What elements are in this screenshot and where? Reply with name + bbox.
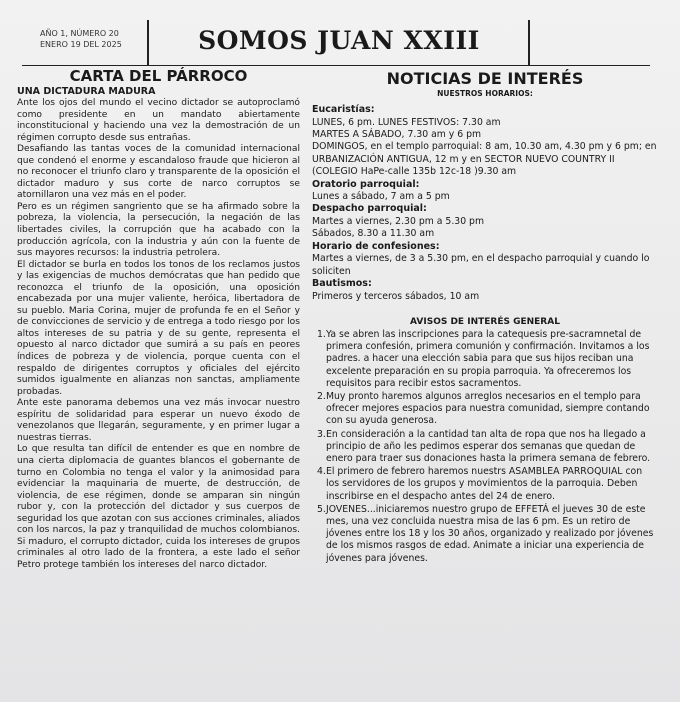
schedule-line: Martes a viernes, 2.30 pm a 5.30 pm: [312, 215, 485, 227]
header-divider-right: [528, 20, 530, 65]
notice-text: El primero de febrero haremos nuestrs ASAMBLEA PARROQUIAL con los servidores de los grupos y movimientos de la parroquia. Deben inscribirse en el despacho antes del 24 de enero.: [326, 466, 643, 502]
article-paragraph: Ante los ojos del mundo el vecino dictador se autoproclamó como presidente en un mandato abiertamente inconstitucional y haciendo una vez la demostración de un régimen corrupto desde sus entrañas.: [17, 98, 300, 143]
schedule-line: Sábados, 8.30 a 11.30 am: [312, 228, 435, 240]
parish-letter-column: [17, 67, 300, 571]
notices-list: [312, 329, 658, 565]
article-paragraph: Ante este panorama debemos una vez más invocar nuestro espíritu de solidaridad para esperar un nuevo éxodo de venezolanos que llegarán, seguramente, y en primer lugar a nuestras tierras.: [17, 398, 300, 443]
schedule-label: Despacho parroquial:: [312, 203, 427, 215]
notice-item: [312, 329, 658, 390]
schedule-label: Oratorio parroquial:: [312, 178, 420, 190]
notices-heading: AVISOS DE INTERÉS GENERAL: [410, 316, 560, 327]
schedule-line: Primeros y terceros sábados, 10 am: [312, 290, 480, 302]
news-title: NOTICIAS DE INTERÉS: [386, 69, 584, 88]
schedule-heading: NUESTROS HORARIOS:: [437, 89, 533, 98]
notice-item: [312, 429, 658, 466]
notice-item: [312, 504, 658, 565]
notice-item: [312, 391, 658, 428]
news-column: [312, 67, 658, 566]
issue-date: ENERO 19 DEL 2025: [40, 40, 122, 49]
header-divider-left: [147, 20, 149, 65]
newsletter-title: SOMOS JUAN XXIII: [198, 26, 480, 55]
schedule-line: Martes a viernes, de 3 a 5.30 pm, en el despacho parroquial y cuando lo soliciten: [312, 253, 650, 277]
schedule-label: Bautismos:: [312, 278, 372, 290]
article-paragraph: El dictador se burla en todos los tonos de los reclamos justos y las exigencias de muchos demócratas que han pedido que reconozca el triunfo de la oposición, una oposición encabezada por una mujer valiente, heróica, libertadora de su pueblo. Maria Corina, mujer de profunda fe en el Señor y de convicciones de servicio y de entrega a todo riesgo por los altos intereses de su patria y de su gente, representa el opuesto al narco dictador que sumirá a su país en peores índices de pobreza y de violencia, porque cuenta con el respaldo de dirigentes corruptos y oficiales del ejército sumidos igualmente en alianzas non sanctas, ampliamente probadas.: [17, 259, 300, 397]
schedule-line: DOMINGOS, en el templo parroquial: 8 am, 10.30 am, 4.30 pm y 6 pm; en URBANIZACIÓN ANTIGUA, 12 m y en SECTOR NUEVO COUNTRY II (COLEGIO HaPe-calle 135b 12c-18 )9.30 am: [312, 141, 657, 178]
notice-text: JOVENES...iniciaremos nuestro grupo de EFFETÁ el jueves 30 de este mes, una vez concluida nuestra misa de las 6 pm. Es un retiro de jóvenes entre los 18 y los 30 años, organizado y realizado por jóvenes de los mismos rasgos de edad. Animate a iniciar una experiencia de jóvenes para jóvenes.: [326, 503, 654, 564]
schedule-line: MARTES A SÁBADO, 7.30 am y 6 pm: [312, 128, 482, 140]
notice-text: Muy pronto haremos algunos arreglos necesarios en el templo para ofrecer mejores espacios para nuestra comunidad, siempre contando con su ayuda generosa.: [326, 390, 650, 427]
issue-number: AÑO 1, NÚMERO 20: [40, 29, 119, 38]
schedule-label: Eucaristías:: [312, 104, 375, 115]
notice-item: [312, 466, 658, 503]
schedule-line: Lunes a sábado, 7 am a 5 pm: [312, 191, 450, 203]
schedule-line: LUNES, 6 pm. LUNES FESTIVOS: 7.30 am: [312, 116, 501, 128]
notice-number: 4.: [317, 466, 326, 478]
notice-number: 1.: [317, 328, 326, 340]
notice-number: 2.: [317, 390, 326, 402]
notice-number: 5.: [317, 503, 326, 515]
article-subtitle: UNA DICTADURA MADURA: [17, 86, 156, 97]
article-paragraph: Desafiando las tantas voces de la comunidad internacional que condenó el enorme y escandaloso fraude que hicieron al no reconocer el triunfo claro y transparente de la oposición el dictador maduro y sus corte de narco corruptos se atornillaron una vez más en el poder.: [17, 144, 300, 201]
notice-number: 3.: [317, 428, 326, 440]
article-paragraph: Lo que resulta tan difícil de entender es que en nombre de una cierta diplomacia de guantes blancos el gobernante de turno en Colombia no tenga el valor y la animosidad para evidenciar la maquinaria de muerte, de destrucción, de violencia, de ese régimen, donde se amparan sin ningún rubor y, con la protección del dictador y sus cuerpos de seguridad los que azotan con sus acciones criminales, aliados con los narcos, la paz y tranquilidad de muchos colombianos. Si maduro, el corrupto dictador, cuida los intereses de grupos criminales al otro lado de la frontera, a este lado el señor Petro protege también los intereses del narco dictador.: [17, 444, 300, 570]
issue-info: [40, 28, 122, 50]
schedule-section: [312, 104, 658, 303]
parish-letter-title: CARTA DEL PÁRROCO: [69, 67, 248, 85]
notice-text: Ya se abren las inscripciones para la catequesis pre-sacramnetal de primera confesión, primera comunión y confirmación. Invitamos a los padres. a hacer una elección sabia para que sus hijos reciban una excelente preparación en su propia parroquia. Ya ofreceremos los requisitos para recibir estos sacramentos.: [326, 328, 650, 389]
notice-text: En consideración a la cantidad tan alta de ropa que nos ha llegado a principio de año les pedimos esperar dos semanas que quedan de enero para traer sus donaciones hasta la primera semana de febrero.: [326, 428, 651, 464]
schedule-label: Horario de confesiones:: [312, 240, 440, 252]
article-paragraph: Pero es un régimen sangriento que se ha afirmado sobre la pobreza, la violencia, la persecución, la negación de las libertades civiles, la corrupción que ha acabado con la producción agrícola, con la industria y aún con la fuente de sus mayores recursos: la industria petrolera.: [17, 201, 300, 259]
masthead-bar: [22, 20, 650, 66]
